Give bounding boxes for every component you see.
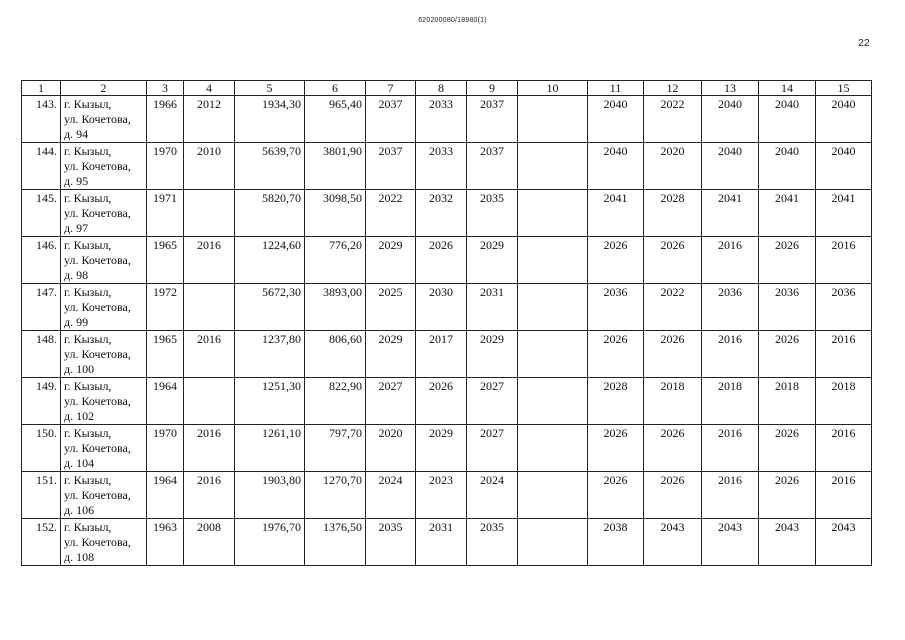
cell-c12: 2026: [644, 331, 702, 378]
table-row: [22, 378, 872, 425]
cell-c7: 2035: [366, 519, 416, 566]
cell-c13: 2040: [702, 143, 759, 190]
cell-c8: 2031: [416, 519, 467, 566]
cell-c10: [518, 331, 588, 378]
cell-c13: 2016: [702, 472, 759, 519]
cell-c4: [184, 284, 235, 331]
cell-c5: 5820,70: [235, 190, 305, 237]
cell-c12: 2022: [644, 284, 702, 331]
address-house: д. 108: [64, 550, 95, 564]
cell-c15: 2040: [816, 96, 872, 143]
address-house: д. 100: [64, 362, 95, 376]
row-number: 148.: [22, 331, 61, 378]
cell-c9: 2031: [467, 284, 518, 331]
column-header-8: 8: [416, 81, 467, 96]
cell-c13: 2040: [702, 96, 759, 143]
column-header-4: 4: [184, 81, 235, 96]
cell-c14: 2026: [759, 237, 816, 284]
row-number: 143.: [22, 96, 61, 143]
cell-c15: 2036: [816, 284, 872, 331]
cell-c13: 2018: [702, 378, 759, 425]
cell-c14: 2043: [759, 519, 816, 566]
address-city: г. Кызыл,: [64, 379, 112, 393]
address-street: ул. Кочетова,: [64, 159, 131, 173]
document-id: 620200080/18980(1): [418, 17, 487, 24]
address-house: д. 102: [64, 409, 95, 423]
address-cell: [61, 378, 147, 425]
cell-c5: 5639,70: [235, 143, 305, 190]
address-house: д. 94: [64, 127, 89, 141]
table-row: [22, 425, 872, 472]
cell-c10: [518, 519, 588, 566]
column-header-1: 1: [22, 81, 61, 96]
cell-c3: 1966: [147, 96, 184, 143]
address-house: д. 106: [64, 503, 95, 517]
address-cell: [61, 143, 147, 190]
cell-c9: 2035: [467, 190, 518, 237]
address-city: г. Кызыл,: [64, 191, 112, 205]
address-cell: [61, 331, 147, 378]
cell-c6: 822,90: [305, 378, 366, 425]
column-header-12: 12: [644, 81, 702, 96]
cell-c7: 2022: [366, 190, 416, 237]
cell-c3: 1963: [147, 519, 184, 566]
cell-c9: 2037: [467, 96, 518, 143]
cell-c10: [518, 425, 588, 472]
cell-c12: 2020: [644, 143, 702, 190]
address-city: г. Кызыл,: [64, 144, 112, 158]
address-house: д. 95: [64, 174, 89, 188]
cell-c4: [184, 378, 235, 425]
page-number: 22: [858, 37, 870, 49]
table-body: [22, 96, 872, 566]
cell-c8: 2023: [416, 472, 467, 519]
cell-c10: [518, 284, 588, 331]
table-row: [22, 190, 872, 237]
row-number: 147.: [22, 284, 61, 331]
cell-c5: 5672,30: [235, 284, 305, 331]
cell-c5: 1237,80: [235, 331, 305, 378]
address-house: д. 104: [64, 456, 95, 470]
cell-c12: 2022: [644, 96, 702, 143]
cell-c6: 797,70: [305, 425, 366, 472]
address-street: ул. Кочетова,: [64, 300, 131, 314]
address-street: ул. Кочетова,: [64, 441, 131, 455]
cell-c7: 2037: [366, 143, 416, 190]
column-header-13: 13: [702, 81, 759, 96]
cell-c11: 2041: [588, 190, 644, 237]
cell-c9: 2037: [467, 143, 518, 190]
cell-c9: 2027: [467, 378, 518, 425]
address-house: д. 97: [64, 221, 89, 235]
cell-c15: 2041: [816, 190, 872, 237]
cell-c9: 2035: [467, 519, 518, 566]
column-header-10: 10: [518, 81, 588, 96]
cell-c11: 2026: [588, 425, 644, 472]
address-city: г. Кызыл,: [64, 238, 112, 252]
cell-c4: 2016: [184, 331, 235, 378]
column-header-14: 14: [759, 81, 816, 96]
cell-c12: 2026: [644, 425, 702, 472]
cell-c6: 776,20: [305, 237, 366, 284]
cell-c9: 2029: [467, 331, 518, 378]
cell-c7: 2027: [366, 378, 416, 425]
cell-c6: 1376,50: [305, 519, 366, 566]
address-cell: [61, 190, 147, 237]
address-house: д. 99: [64, 315, 89, 329]
cell-c6: 965,40: [305, 96, 366, 143]
cell-c10: [518, 378, 588, 425]
address-street: ул. Кочетова,: [64, 394, 131, 408]
cell-c3: 1964: [147, 378, 184, 425]
cell-c8: 2032: [416, 190, 467, 237]
cell-c6: 3801,90: [305, 143, 366, 190]
cell-c3: 1970: [147, 143, 184, 190]
cell-c8: 2029: [416, 425, 467, 472]
address-cell: [61, 96, 147, 143]
cell-c6: 3893,00: [305, 284, 366, 331]
cell-c12: 2043: [644, 519, 702, 566]
cell-c5: 1261,10: [235, 425, 305, 472]
table-row: [22, 143, 872, 190]
cell-c15: 2016: [816, 237, 872, 284]
cell-c8: 2026: [416, 237, 467, 284]
cell-c4: 2012: [184, 96, 235, 143]
cell-c3: 1972: [147, 284, 184, 331]
row-number: 146.: [22, 237, 61, 284]
cell-c3: 1965: [147, 237, 184, 284]
cell-c11: 2040: [588, 96, 644, 143]
cell-c15: 2016: [816, 331, 872, 378]
address-street: ул. Кочетова,: [64, 206, 131, 220]
cell-c14: 2026: [759, 425, 816, 472]
cell-c7: 2024: [366, 472, 416, 519]
cell-c7: 2029: [366, 331, 416, 378]
cell-c8: 2033: [416, 143, 467, 190]
address-street: ул. Кочетова,: [64, 347, 131, 361]
cell-c5: 1251,30: [235, 378, 305, 425]
column-header-9: 9: [467, 81, 518, 96]
cell-c12: 2026: [644, 472, 702, 519]
cell-c5: 1934,30: [235, 96, 305, 143]
cell-c6: 3098,50: [305, 190, 366, 237]
table-row: [22, 472, 872, 519]
column-header-6: 6: [305, 81, 366, 96]
column-header-7: 7: [366, 81, 416, 96]
cell-c10: [518, 237, 588, 284]
table-row: [22, 331, 872, 378]
cell-c12: 2028: [644, 190, 702, 237]
cell-c14: 2040: [759, 96, 816, 143]
cell-c5: 1976,70: [235, 519, 305, 566]
address-street: ул. Кочетова,: [64, 253, 131, 267]
cell-c11: 2026: [588, 472, 644, 519]
address-city: г. Кызыл,: [64, 97, 112, 111]
column-header-5: 5: [235, 81, 305, 96]
table-row: [22, 519, 872, 566]
cell-c12: 2026: [644, 237, 702, 284]
cell-c6: 806,60: [305, 331, 366, 378]
cell-c4: 2010: [184, 143, 235, 190]
cell-c11: 2028: [588, 378, 644, 425]
address-cell: [61, 237, 147, 284]
cell-c10: [518, 143, 588, 190]
cell-c11: 2026: [588, 331, 644, 378]
column-header-2: 2: [61, 81, 147, 96]
address-city: г. Кызыл,: [64, 285, 112, 299]
cell-c14: 2036: [759, 284, 816, 331]
cell-c14: 2018: [759, 378, 816, 425]
cell-c7: 2025: [366, 284, 416, 331]
cell-c4: 2016: [184, 472, 235, 519]
address-street: ул. Кочетова,: [64, 488, 131, 502]
cell-c8: 2033: [416, 96, 467, 143]
cell-c4: 2016: [184, 425, 235, 472]
address-city: г. Кызыл,: [64, 473, 112, 487]
cell-c9: 2024: [467, 472, 518, 519]
cell-c11: 2036: [588, 284, 644, 331]
cell-c13: 2016: [702, 425, 759, 472]
buildings-table: [21, 80, 872, 566]
cell-c15: 2016: [816, 472, 872, 519]
cell-c11: 2038: [588, 519, 644, 566]
cell-c3: 1970: [147, 425, 184, 472]
cell-c5: 1903,80: [235, 472, 305, 519]
cell-c13: 2016: [702, 331, 759, 378]
cell-c14: 2040: [759, 143, 816, 190]
cell-c8: 2017: [416, 331, 467, 378]
cell-c4: [184, 190, 235, 237]
address-street: ул. Кочетова,: [64, 112, 131, 126]
table-row: [22, 96, 872, 143]
row-number: 150.: [22, 425, 61, 472]
address-cell: [61, 425, 147, 472]
table-row: [22, 237, 872, 284]
address-cell: [61, 519, 147, 566]
cell-c7: 2020: [366, 425, 416, 472]
address-cell: [61, 284, 147, 331]
cell-c15: 2018: [816, 378, 872, 425]
row-number: 145.: [22, 190, 61, 237]
row-number: 144.: [22, 143, 61, 190]
column-header-row: [22, 81, 872, 96]
column-header-15: 15: [816, 81, 872, 96]
cell-c14: 2026: [759, 472, 816, 519]
cell-c10: [518, 96, 588, 143]
column-header-11: 11: [588, 81, 644, 96]
cell-c10: [518, 472, 588, 519]
cell-c8: 2026: [416, 378, 467, 425]
cell-c5: 1224,60: [235, 237, 305, 284]
cell-c8: 2030: [416, 284, 467, 331]
cell-c3: 1971: [147, 190, 184, 237]
cell-c15: 2043: [816, 519, 872, 566]
address-cell: [61, 472, 147, 519]
cell-c15: 2040: [816, 143, 872, 190]
cell-c12: 2018: [644, 378, 702, 425]
row-number: 152.: [22, 519, 61, 566]
address-city: г. Кызыл,: [64, 520, 112, 534]
cell-c13: 2016: [702, 237, 759, 284]
cell-c4: 2008: [184, 519, 235, 566]
column-header-3: 3: [147, 81, 184, 96]
table-row: [22, 284, 872, 331]
cell-c3: 1964: [147, 472, 184, 519]
cell-c15: 2016: [816, 425, 872, 472]
cell-c14: 2026: [759, 331, 816, 378]
cell-c11: 2040: [588, 143, 644, 190]
row-number: 149.: [22, 378, 61, 425]
cell-c7: 2029: [366, 237, 416, 284]
cell-c13: 2041: [702, 190, 759, 237]
address-house: д. 98: [64, 268, 89, 282]
cell-c3: 1965: [147, 331, 184, 378]
address-city: г. Кызыл,: [64, 426, 112, 440]
cell-c11: 2026: [588, 237, 644, 284]
cell-c4: 2016: [184, 237, 235, 284]
cell-c7: 2037: [366, 96, 416, 143]
cell-c13: 2043: [702, 519, 759, 566]
row-number: 151.: [22, 472, 61, 519]
address-street: ул. Кочетова,: [64, 535, 131, 549]
cell-c10: [518, 190, 588, 237]
cell-c6: 1270,70: [305, 472, 366, 519]
cell-c14: 2041: [759, 190, 816, 237]
address-city: г. Кызыл,: [64, 332, 112, 346]
cell-c9: 2029: [467, 237, 518, 284]
cell-c9: 2027: [467, 425, 518, 472]
cell-c13: 2036: [702, 284, 759, 331]
